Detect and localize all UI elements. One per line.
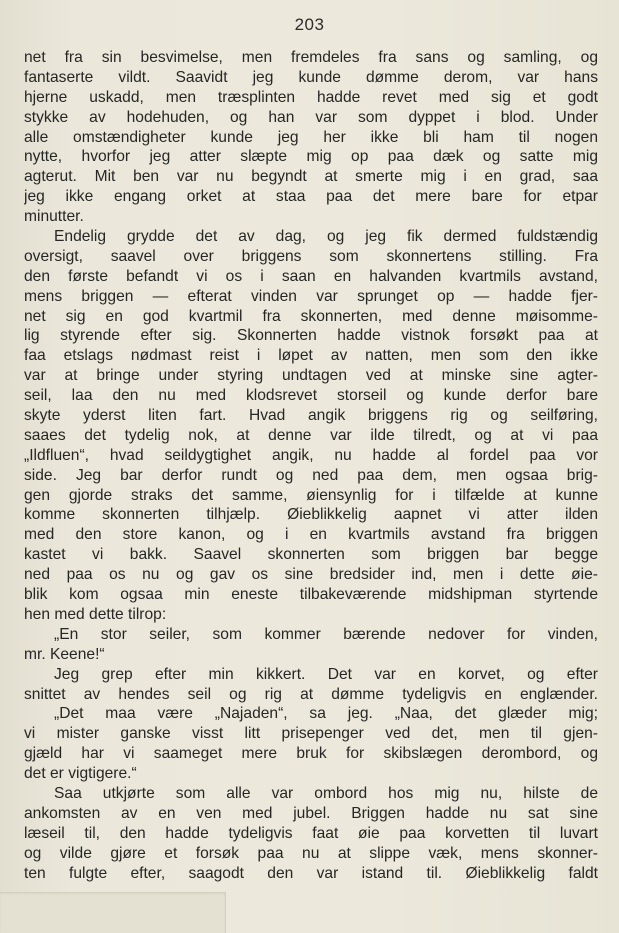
paper-fold-corner [0, 892, 226, 933]
text-line: agterut. Mit ben var nu begyndt at smerte mig i en grad, saa [24, 168, 598, 186]
text-line: „Ildfluen“, hvad seildygtighet angik, nu hadde al fordel paa vor [24, 446, 598, 464]
text-line: med den store kanon, og i en kvartmils avstand fra briggen [24, 526, 598, 544]
text-line: nytte, hvorfor jeg atter slæpte mig op paa dæk og satte mig [24, 148, 598, 166]
text-line: alle omstændigheter kunde jeg her ikke bli ham til nogen [24, 128, 598, 146]
text-line: seil, laa den nu med klodsrevet storseil og kunde derfor bare [24, 387, 598, 405]
text-line: vi mister ganske visst litt prisepenger ved det, men til gjen- [24, 725, 598, 743]
text-line: læseil til, den hadde tydeligvis faat øie paa korvetten til luvart [24, 824, 598, 842]
text-line: Jeg grep efter min kikkert. Det var en korvet, og efter [54, 665, 598, 683]
text-line: ankomsten av en ven med jubel. Briggen hadde nu sat sine [24, 804, 598, 822]
text-line: minutter. [24, 208, 84, 226]
text-line: side. Jeg bar derfor rundt og ned paa dem, men ogsaa brig- [24, 466, 598, 484]
body-text [24, 48, 598, 883]
text-line: og vilde gjøre et forsøk paa nu at slippe væk, mens skonner- [24, 844, 598, 862]
text-line: gen gjorde straks det samme, øiensynlig for i tilfælde at kunne [24, 486, 598, 504]
text-line: kastet vi bakk. Saavel skonnerten som briggen bar begge [24, 546, 598, 564]
text-line: lig styrende efter sig. Skonnerten hadde vistnok forsøkt paa at [24, 327, 598, 345]
text-line: snittet av hendes seil og rig at dømme tydeligvis en englænder. [24, 685, 598, 703]
text-line: oversigt, saavel over briggens som skonnertens stilling. Fra [24, 247, 598, 265]
text-line: mr. Keene!“ [24, 645, 105, 663]
text-line: var at bringe under styring undtagen ved at minske sine agter- [24, 367, 598, 385]
text-line: faa etslags nødmast reist i løpet av natten, men som den ikke [24, 347, 598, 365]
text-line: ned paa os nu og gav os sine bredsider ind, men i dette øie- [24, 566, 598, 584]
text-line: gjæld har vi saameget mere bruk for skibslægen derombord, og [24, 745, 598, 763]
text-line: jeg ikke engang orket at staa paa det mere bare for etpar [24, 188, 598, 206]
text-line: mens briggen — efterat vinden var sprunget op — hadde fjer- [24, 287, 598, 305]
text-line: fantaserte vildt. Saavidt jeg kunde dømme derom, var hans [24, 68, 598, 86]
text-line: net sig en god kvartmil fra skonnerten, med denne møisomme- [24, 307, 598, 325]
text-line: saaes det tydelig nok, at denne var ilde tilredt, og at vi paa [24, 426, 598, 444]
text-line: blik kom ogsaa min eneste tilbakeværende midshipman styrtende [24, 586, 598, 604]
text-line: Endelig grydde det av dag, og jeg fik dermed fuldstændig [54, 228, 598, 246]
text-line: hen med dette tilrop: [24, 605, 167, 623]
page-number: 203 [294, 15, 325, 34]
text-line: komme skonnerten tilhjælp. Øieblikkelig aapnet vi atter ilden [24, 506, 598, 524]
text-line: Saa utkjørte som alle var ombord hos mig nu, hilste de [54, 784, 598, 802]
text-line: hjerne uskadd, men træsplinten hadde revet med sig et godt [24, 88, 598, 106]
text-line: net fra sin besvimelse, men fremdeles fra sans og samling, og [24, 49, 598, 66]
text-line: den første befandt vi os i saan en halvanden kvartmils avstand, [24, 267, 598, 285]
text-line: skyte yderst liten fart. Hvad angik briggens rig og seilføring, [24, 407, 598, 425]
text-line: ten fulgte efter, saagodt den var istand til. Øieblikkelig faldt [24, 864, 598, 882]
text-line: „Det maa være „Najaden“, sa jeg. „Naa, det glæder mig; [54, 705, 598, 723]
text-line: det er vigtigere.“ [24, 765, 137, 783]
text-line: stykke av hodehuden, og han var som dyppet i blod. Under [24, 108, 598, 126]
text-line: „En stor seiler, som kommer bærende nedover for vinden, [54, 625, 598, 643]
